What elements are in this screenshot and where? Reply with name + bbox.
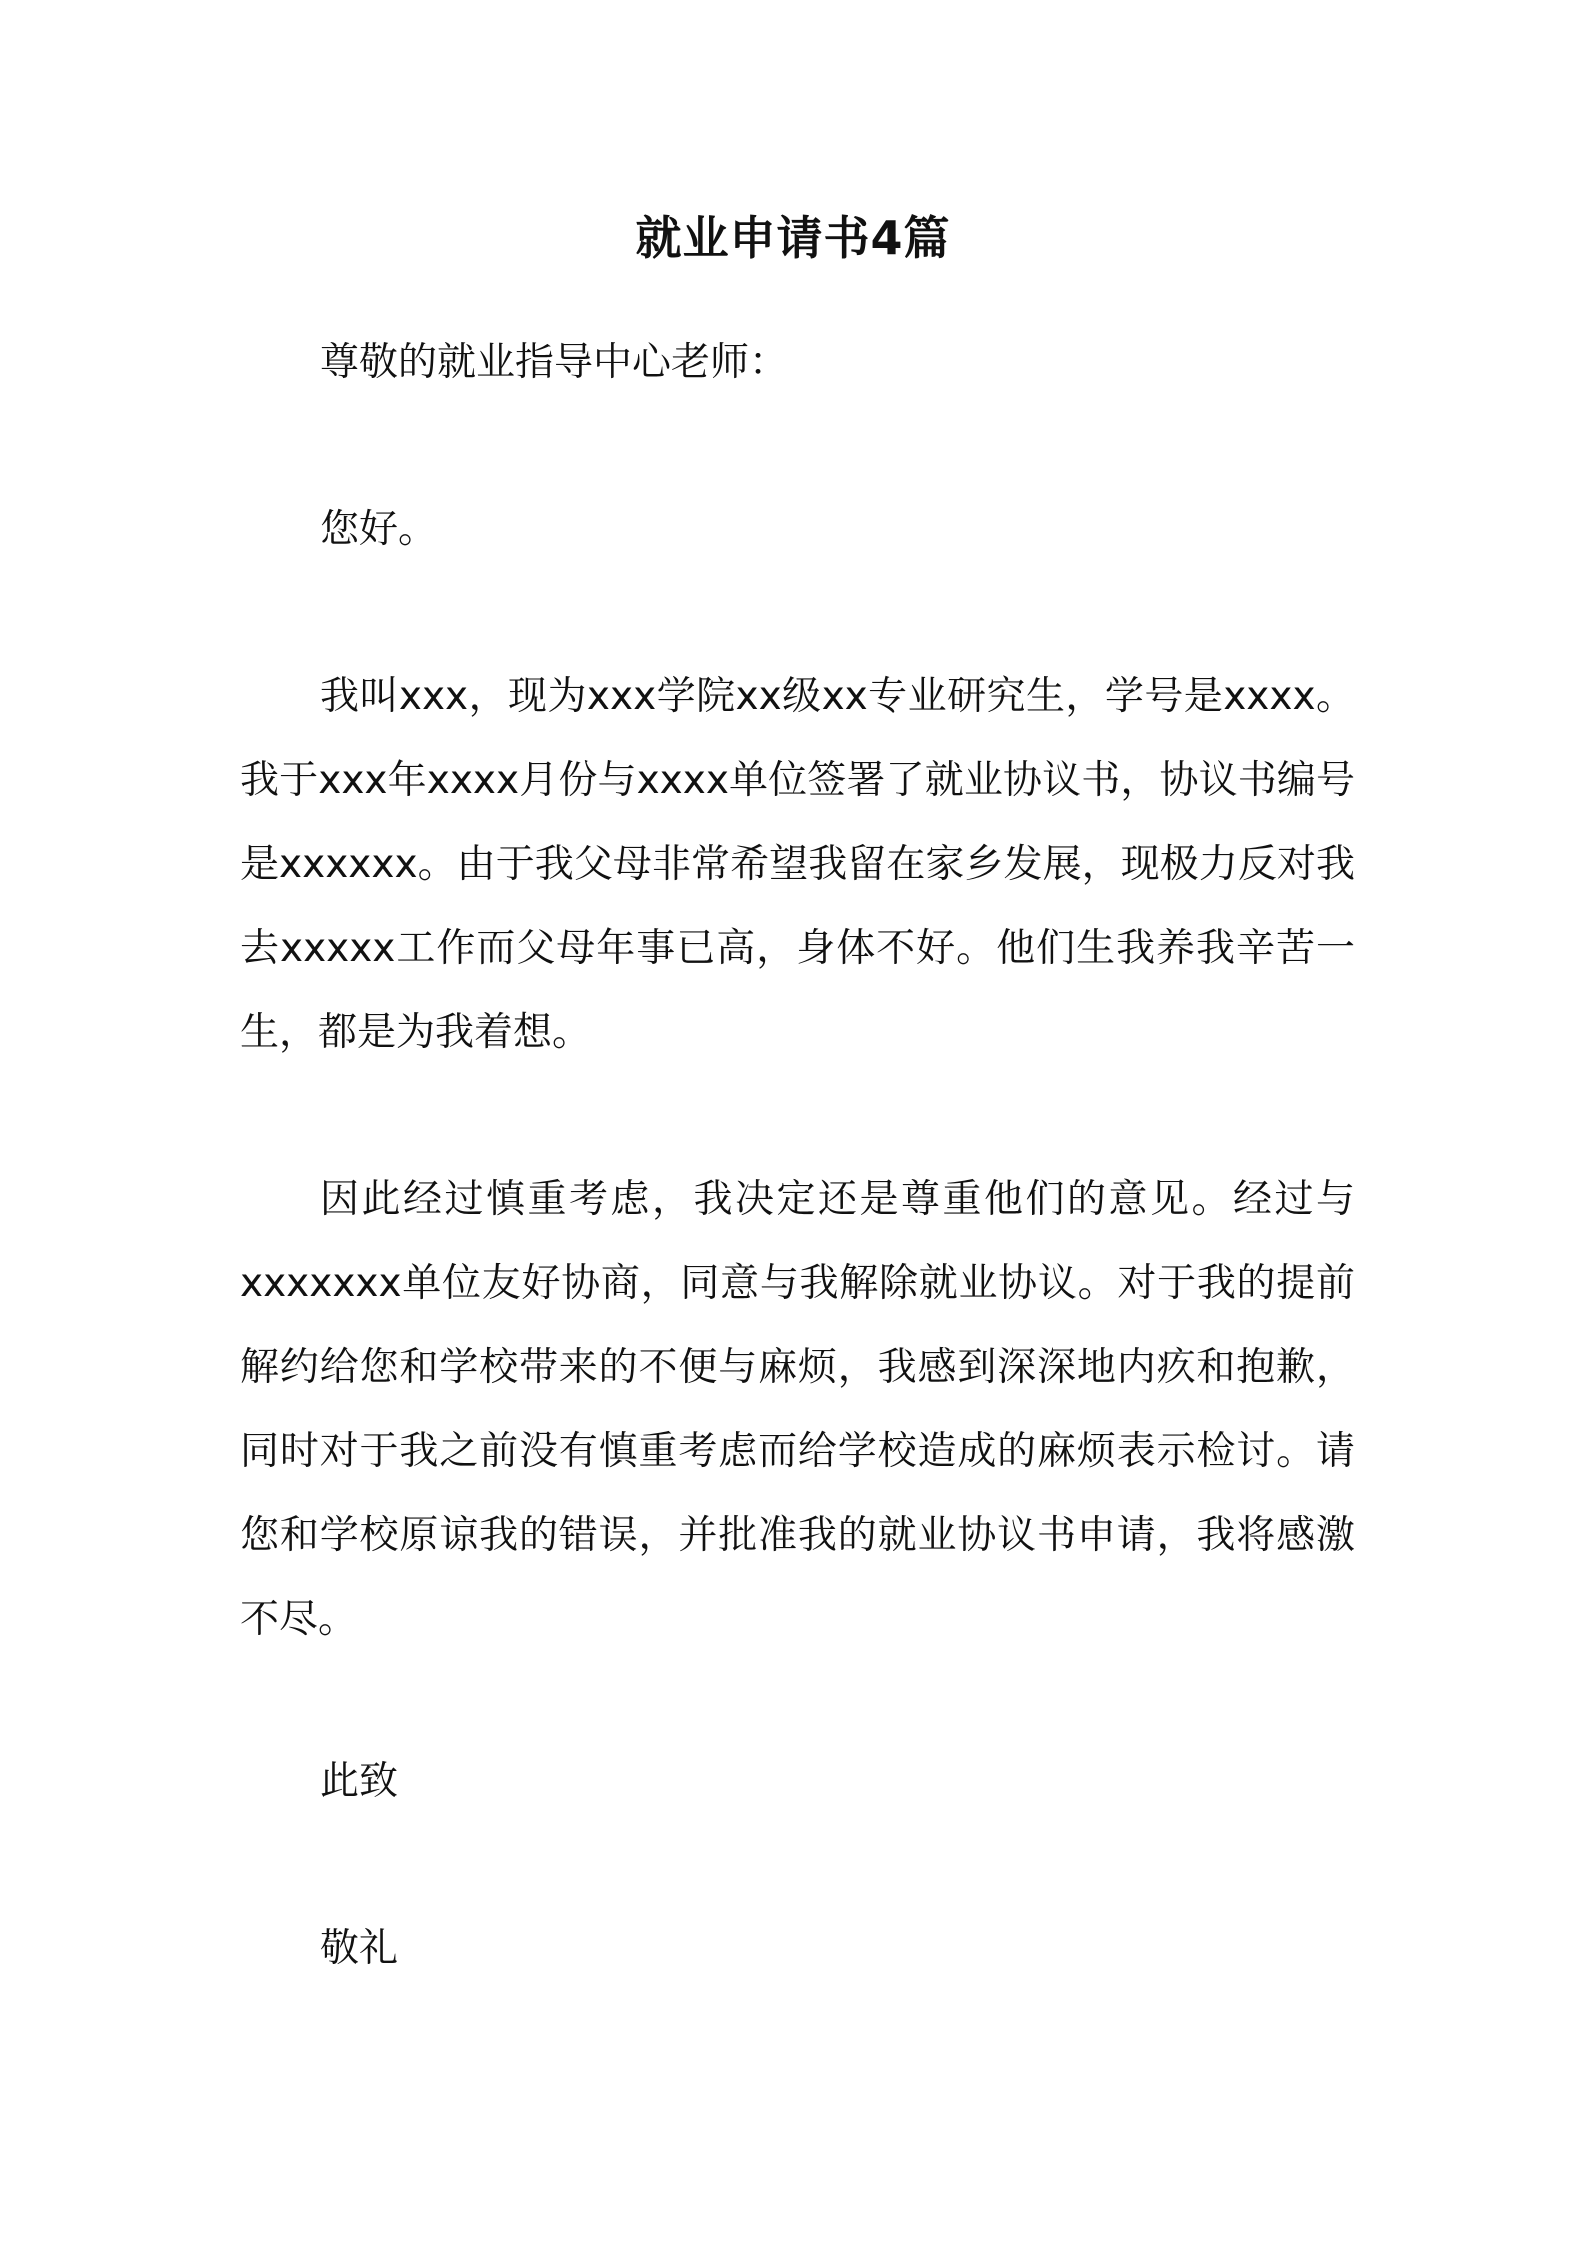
document-title: 就业申请书4篇	[635, 211, 951, 265]
closing-jing-li: 敬礼	[320, 1926, 399, 1971]
paragraph-1: 我叫xxx，现为xxx学院xx级xx专业研究生，学号是xxxx。我于xxx年xxxx月份与xxxx单位签署了就业协议书，协议书编号是xxxxxx。由于我父母非常希望我留在家乡发展，现极力反对我去xxxxx工作而父母年事已高，身体不好。他们生我养我辛苦一生，都是为我着想。	[240, 674, 1355, 1055]
paragraph-2: 因此经过慎重考虑，我决定还是尊重他们的意见。经过与xxxxxxx单位友好协商，同意与我解除就业协议。对于我的提前解约给您和学校带来的不便与麻烦，我感到深深地内疚和抱歉，同时对于我之前没有慎重考虑而给学校造成的麻烦表示检讨。请您和学校原谅我的错误，并批准我的就业协议书申请，我将感激不尽。	[240, 1177, 1355, 1642]
closing-ci-zhi: 此致	[320, 1759, 399, 1804]
salutation: 尊敬的就业指导中心老师：	[320, 340, 789, 385]
greeting: 您好。	[320, 507, 438, 552]
